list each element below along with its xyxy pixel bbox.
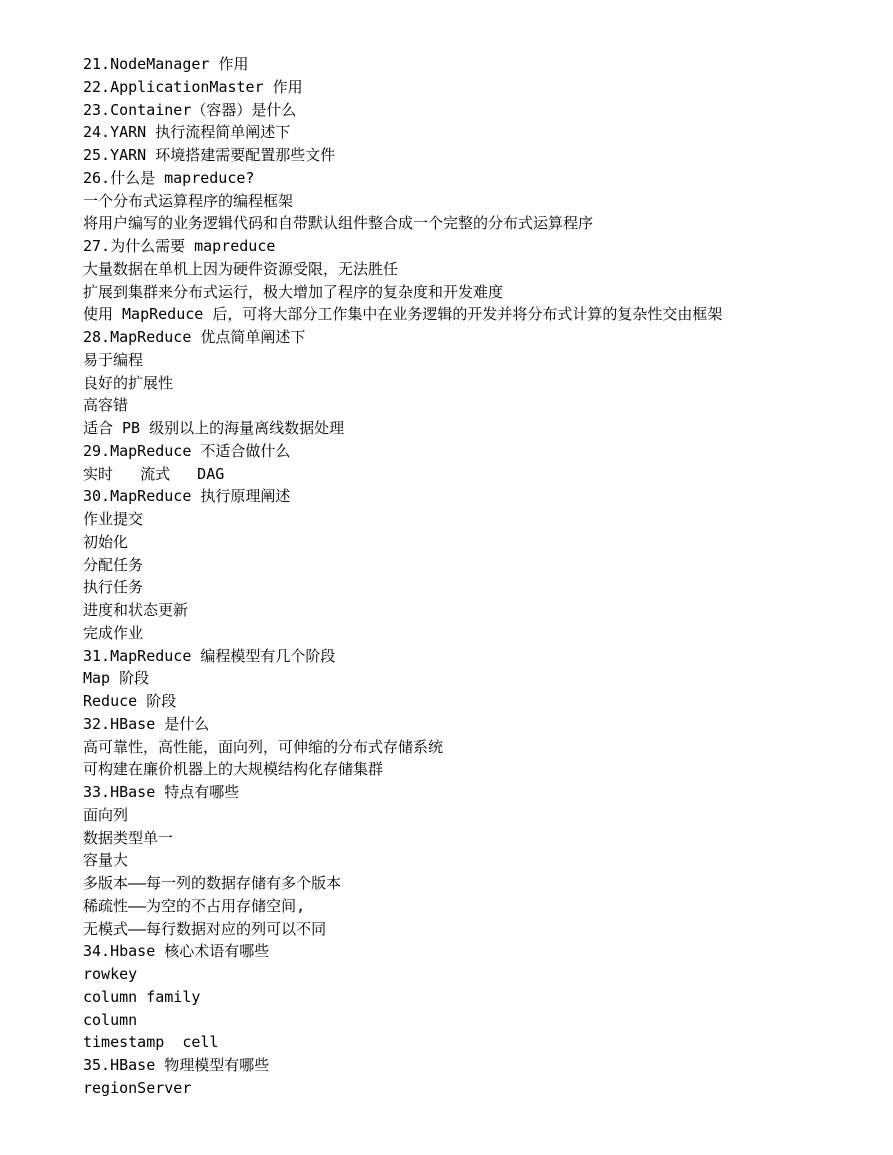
text-line: 29.MapReduce 不适合做什么 [83,441,291,460]
text-line: Map 阶段 [83,669,150,688]
text-line: 多版本——每一列的数据存储有多个版本 [83,874,342,892]
text-line: 适合 PB 级别以上的海量离线数据处理 [83,419,345,437]
text-line: 32.HBase 是什么 [83,714,210,733]
text-line: 进度和状态更新 [83,601,189,619]
text-line: 35.HBase 物理模型有哪些 [83,1056,270,1074]
text-line: 数据类型单一 [83,828,174,847]
text-line: 大量数据在单机上因为硬件资源受限，无法胜任 [83,259,399,278]
text-line: 21.NodeManager 作用 [83,55,249,73]
text-line: 33.HBase 特点有哪些 [83,783,240,801]
text-line: 良好的扩展性 [83,373,174,392]
text-line: 34.Hbase 核心术语有哪些 [83,942,270,961]
text-line: 高容错 [83,396,129,415]
text-line: 初始化 [83,532,129,551]
text-line: 稀疏性——为空的不占用存储空间, [83,896,306,915]
text-line: 22.ApplicationMaster 作用 [83,77,303,96]
text-line: 30.MapReduce 执行原理阐述 [83,487,291,506]
text-line: 易于编程 [83,350,144,369]
text-line: column [83,1010,138,1029]
text-line: 28.MapReduce 优点简单阐述下 [83,328,306,346]
text-line: 25.YARN 环境搭建需要配置那些文件 [83,146,336,164]
text-line: 使用 MapReduce 后，可将大部分工作集中在业务逻辑的开发并将分布式计算的复杂性交由框架 [83,305,723,324]
text-line: 26.什么是 mapreduce? [83,168,255,187]
text-line: 31.MapReduce 编程模型有几个阶段 [83,646,336,665]
text-line: 面向列 [83,805,129,824]
text-line: timestamp cell [83,1033,219,1052]
text-line: 完成作业 [83,623,144,642]
text-line: column family [83,987,201,1006]
text-line: 无模式——每行数据对应的列可以不同 [83,919,327,938]
text-line: 23.Container（容器）是什么 [83,100,297,119]
text-line: rowkey [83,965,138,983]
text-line: 27.为什么需要 mapreduce [83,237,276,255]
text-line: 高可靠性，高性能，面向列，可伸缩的分布式存储系统 [83,737,444,756]
document-body [83,53,863,1100]
text-line: 作业提交 [83,510,144,528]
text-line: 将用户编写的业务逻辑代码和自带默认组件整合成一个完整的分布式运算程序 [83,214,594,233]
text-line: 可构建在廉价机器上的大规模结构化存储集群 [83,760,384,779]
text-line: 实时 流式 DAG [83,464,225,483]
text-line: 24.YARN 执行流程简单阐述下 [83,123,291,142]
text-line: 分配任务 [83,555,144,574]
text-line: regionServer [83,1078,192,1097]
text-line: 容量大 [83,851,129,870]
text-line: Reduce 阶段 [83,692,177,710]
text-line: 一个分布式运算程序的编程框架 [83,191,294,210]
text-line: 执行任务 [83,578,144,597]
text-line: 扩展到集群来分布式运行，极大增加了程序的复杂度和开发难度 [83,282,504,301]
